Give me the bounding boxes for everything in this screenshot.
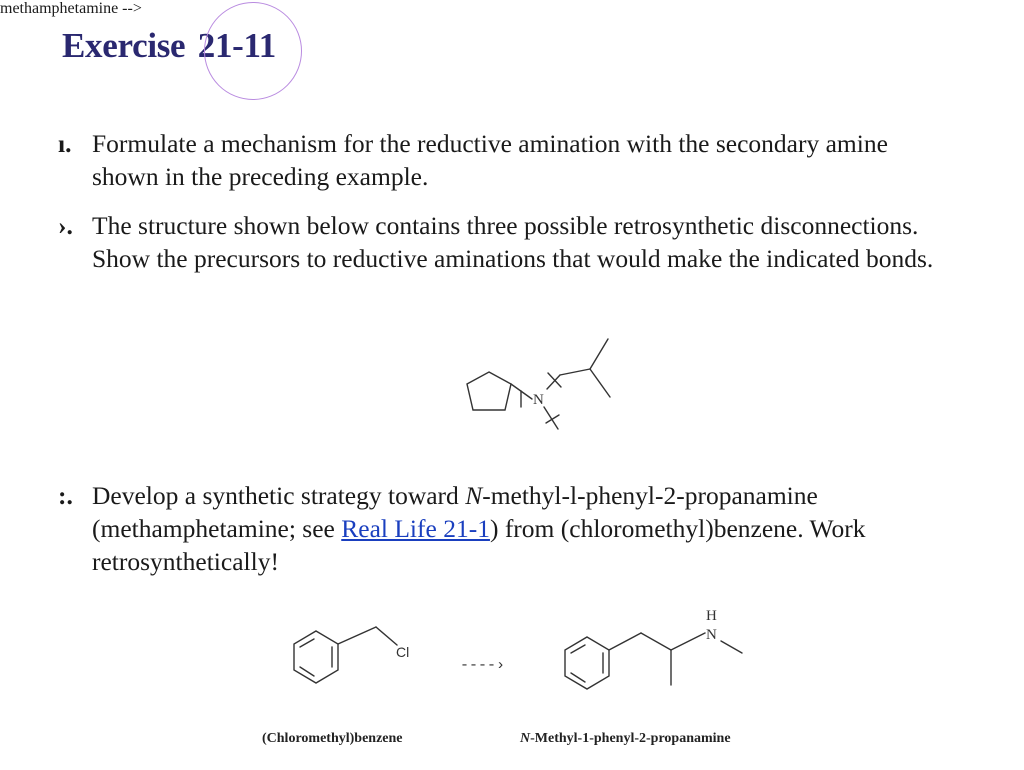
exercise-number: 21-11 [197, 26, 276, 65]
structure-n-label: N [533, 392, 544, 408]
product-caption: N-Methyl-1-phenyl-2-propanamine [520, 731, 731, 746]
exercise-part-b [58, 209, 938, 275]
exercise-word: Exercise [62, 26, 186, 65]
part-c-text: Develop a synthetic strategy toward N-methyl-l-phenyl-2-propanamine (methamphetamine; see Real Life 21-1) from (chloromethyl)benzene. Work retrosynthetically! [92, 481, 866, 576]
highlight-circle [204, 2, 302, 100]
cl-label: Cl [396, 644, 410, 660]
reaction-arrow: ----› [460, 657, 506, 674]
n-label: N [706, 627, 717, 643]
synthesis-scheme [280, 605, 800, 715]
part-c-marker: :. [58, 481, 73, 510]
part-a-text: Formulate a mechanism for the reductive amination with the secondary amine shown in the preceding example. [92, 129, 888, 191]
n-italic: N [465, 481, 483, 510]
part-b-text: The structure shown below contains three possible retrosynthetic disconnections. Show the precursors to reductive aminations that would make the indicated bonds. [92, 211, 934, 273]
exercise-part-a [58, 127, 938, 193]
real-life-link[interactable]: Real Life 21-1 [341, 514, 490, 543]
exercise-part-c [58, 479, 938, 578]
part-b-marker: ›. [58, 211, 73, 240]
h-label: H [706, 608, 717, 624]
disconnection-structure [440, 335, 660, 445]
part-a-marker: ı. [58, 129, 72, 158]
start-caption: (Chloromethyl)benzene [262, 731, 403, 746]
cyclopentane-ring [467, 372, 511, 410]
